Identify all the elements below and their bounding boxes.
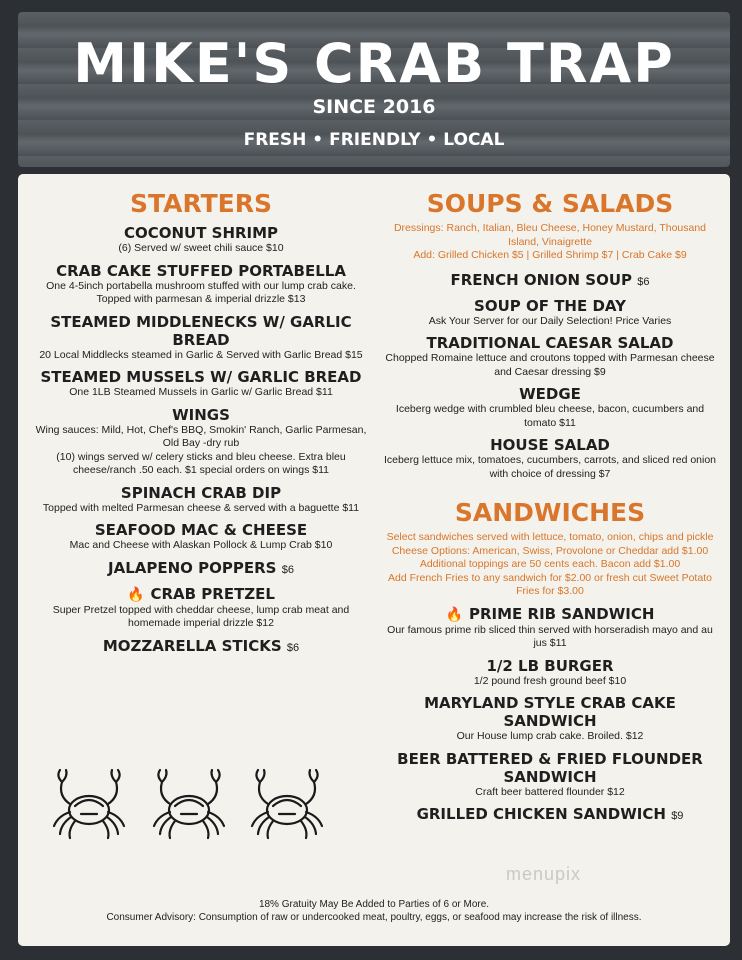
menu-item-desc: Super Pretzel topped with cheddar cheese, lump crab meat and homemade imperial drizzle $12 bbox=[52, 603, 350, 629]
menu-item-name: JALAPENO POPPERS bbox=[108, 558, 277, 577]
menu-panel bbox=[18, 174, 730, 946]
menu-item-desc: Our famous prime rib sliced thin served with horseradish mayo and au jus $11 bbox=[387, 623, 713, 649]
sandwich-note: Additional toppings are 50 cents each. Bacon add $1.00 bbox=[419, 558, 681, 570]
menu-item-name: SOUP OF THE DAY bbox=[474, 296, 626, 315]
menu-item-name: TRADITIONAL CAESAR SALAD bbox=[426, 334, 674, 352]
menu-item-desc: (6) Served w/ sweet chili sauce $10 bbox=[118, 242, 284, 254]
dressings-note: Dressings: Ranch, Italian, Bleu Cheese, Honey Mustard, Thousand Island, Vinaigrette bbox=[393, 222, 707, 248]
menu-item-name: COCONUT SHRIMP bbox=[123, 224, 279, 242]
menu-item-row bbox=[382, 271, 718, 291]
consumer-advisory: Consumer Advisory: Consumption of raw or undercooked meat, poultry, eggs, or seafood may increase the risk of illness. bbox=[106, 912, 642, 923]
menu-item-price: $6 bbox=[281, 563, 294, 576]
sandwich-note: Add French Fries to any sandwich for $2.00 or fresh cut Sweet Potato Fries for $3.00 bbox=[388, 571, 712, 597]
menu-item-desc: Iceberg lettuce mix, tomatoes, cucumbers, carrots, and sliced red onion with choice of dressing $7 bbox=[383, 454, 717, 480]
menu-item-name: MARYLAND STYLE CRAB CAKE SANDWICH bbox=[424, 694, 676, 730]
sandwich-note: Cheese Options: American, Swiss, Provolone or Cheddar add $1.00 bbox=[391, 544, 709, 557]
menu-item-desc: Our House lump crab cake. Broiled. $12 bbox=[456, 730, 644, 742]
menu-item-name: WEDGE bbox=[519, 385, 581, 403]
menu-item-name: STEAMED MIDDLENECKS W/ GARLIC BREAD bbox=[50, 312, 352, 349]
menu-item-desc: 20 Local Middlecks steamed in Garlic & Served with Garlic Bread $15 bbox=[39, 348, 363, 361]
menu-item-desc: Wing sauces: Mild, Hot, Chef's BBQ, Smokin' Ranch, Garlic Parmesan, Old Bay -dry rub bbox=[35, 423, 367, 449]
menu-item-desc: Mac and Cheese with Alaskan Pollock & Lump Crab $10 bbox=[69, 539, 333, 551]
menu-item-desc: One 4-5inch portabella mushroom stuffed with our lump crab cake. Topped with parmesan & imperial drizzle $13 bbox=[46, 279, 356, 305]
menu-item-desc: Chopped Romaine lettuce and croutons topped with Parmesan cheese and Caesar dressing $9 bbox=[385, 352, 715, 378]
menu-item-desc: One 1LB Steamed Mussels in Garlic w/ Garlic Bread $11 bbox=[69, 386, 333, 398]
since-year: SINCE 2016 bbox=[312, 96, 436, 118]
crab-icon bbox=[48, 766, 130, 842]
menu-item-name: BEER BATTERED & FRIED FLOUNDER SANDWICH bbox=[397, 749, 703, 786]
menu-item-name: PRIME RIB SANDWICH bbox=[469, 604, 655, 623]
starters-column bbox=[32, 186, 370, 657]
menu-item-name: SPINACH CRAB DIP bbox=[120, 483, 282, 502]
menu-item-name: 1/2 LB BURGER bbox=[486, 656, 614, 675]
menu-item-name: STEAMED MUSSELS W/ GARLIC BREAD bbox=[40, 368, 362, 386]
menu-footer bbox=[18, 898, 730, 924]
watermark: menupix bbox=[506, 864, 582, 884]
menu-item-name: WINGS bbox=[172, 405, 230, 424]
menu-item-price: $6 bbox=[286, 641, 300, 654]
menu-item-price: $9 bbox=[671, 810, 684, 822]
tagline: FRESH • FRIENDLY • LOCAL bbox=[243, 130, 505, 150]
menu-item-desc: Craft beer battered flounder $12 bbox=[475, 785, 625, 798]
menu-item-row bbox=[32, 585, 370, 604]
add-ons-note: Add: Grilled Chicken $5 | Grilled Shrimp $7 | Crab Cake $9 bbox=[413, 249, 687, 261]
crab-illustrations bbox=[48, 766, 348, 846]
soups-sandwiches-column bbox=[382, 186, 718, 825]
menu-header bbox=[18, 12, 730, 167]
crab-icon bbox=[148, 766, 230, 842]
menu-item-row bbox=[32, 559, 370, 579]
crab-icon bbox=[246, 766, 328, 842]
menu-item-desc: Ask Your Server for our Daily Selection! Price Varies bbox=[428, 314, 672, 327]
menu-item-desc: 1/2 pound fresh ground beef $10 bbox=[473, 674, 627, 687]
menu-item-desc: Topped with melted Parmesan cheese & served with a baguette $11 bbox=[42, 501, 360, 514]
gratuity-note: 18% Gratuity May Be Added to Parties of 6 or More. bbox=[258, 899, 490, 910]
menu-item-name: SEAFOOD MAC & CHEESE bbox=[94, 521, 308, 539]
menu-item-name: FRENCH ONION SOUP bbox=[450, 270, 633, 289]
menu-item-price: $6 bbox=[637, 275, 650, 288]
menu-item-desc: Iceberg wedge with crumbled bleu cheese, bacon, cucumbers and tomato $11 bbox=[395, 403, 705, 429]
sandwich-note: Select sandwiches served with lettuce, tomato, onion, chips and pickle bbox=[386, 531, 714, 543]
flame-icon: 🔥 bbox=[127, 586, 145, 603]
menu-item-name: CRAB PRETZEL bbox=[150, 584, 275, 603]
flame-icon: 🔥 bbox=[445, 606, 463, 623]
starters-heading: STARTERS bbox=[130, 189, 272, 218]
menu-item-name: GRILLED CHICKEN SANDWICH bbox=[416, 805, 666, 823]
menu-item-name: MOZZARELLA STICKS bbox=[102, 636, 282, 655]
sandwiches-heading: SANDWICHES bbox=[454, 498, 646, 527]
menu-item-name: HOUSE SALAD bbox=[490, 436, 610, 454]
menu-item-row bbox=[32, 637, 370, 657]
soups-heading: SOUPS & SALADS bbox=[426, 189, 674, 218]
restaurant-name: MIKE'S CRAB TRAP bbox=[73, 32, 675, 95]
menu-item-row bbox=[382, 605, 718, 624]
menu-item-row bbox=[382, 805, 718, 825]
menu-item-desc: (10) wings served w/ celery sticks and bleu cheese. Extra bleu cheese/ranch .50 each. $1 special orders on wings $11 bbox=[56, 450, 346, 476]
menu-item-name: CRAB CAKE STUFFED PORTABELLA bbox=[56, 261, 346, 280]
